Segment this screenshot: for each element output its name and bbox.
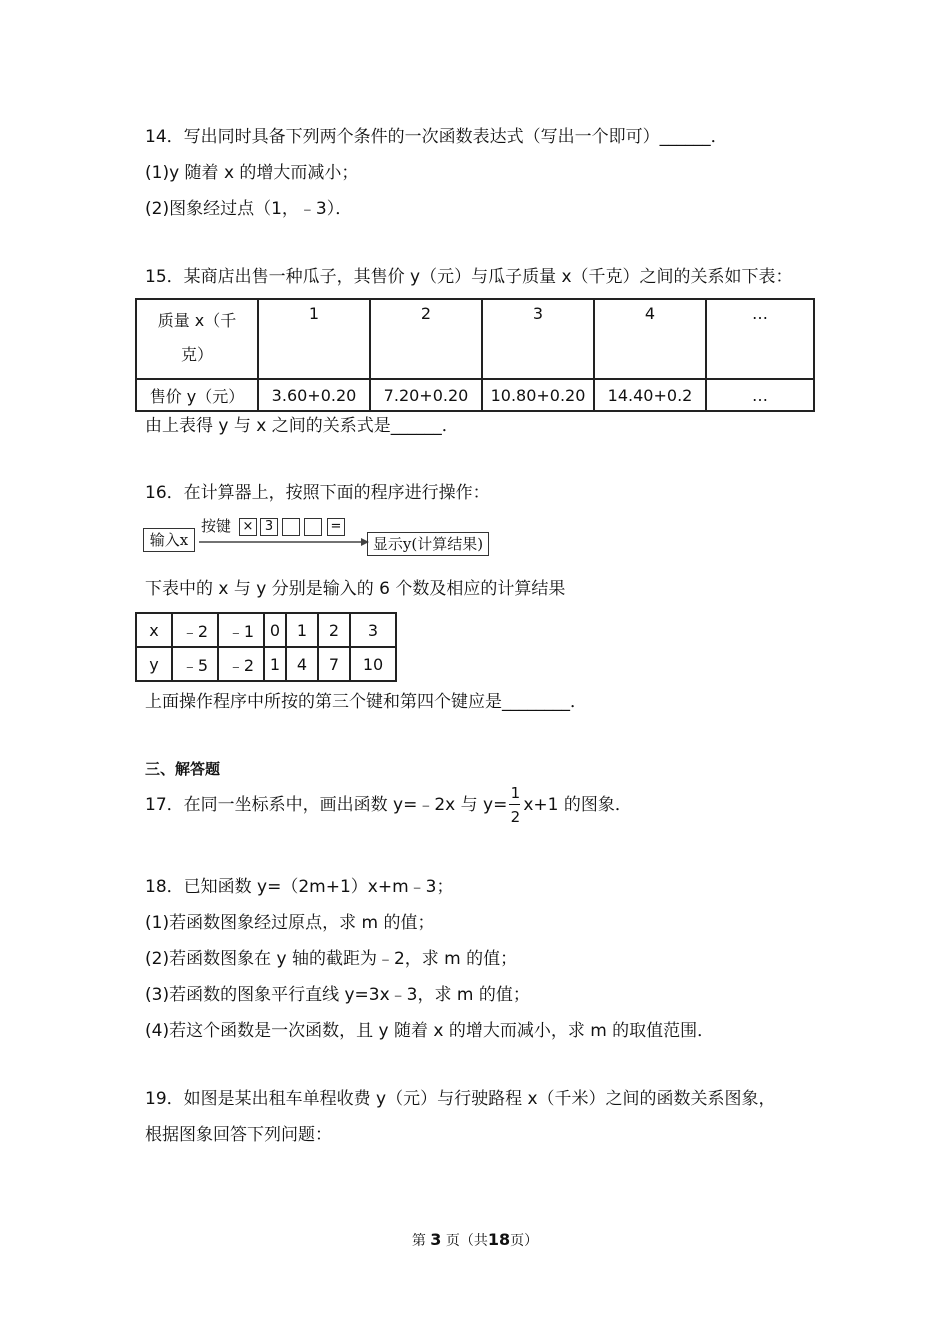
flow-arrow-icon (199, 536, 369, 548)
q17-text-a: 17．在同一坐标系中，画出函数 y=﹣2x 与 y= (145, 795, 508, 815)
q19-line-2: 根据图象回答下列问题： (145, 1125, 332, 1145)
q14-stem: 14．写出同时具备下列两个条件的一次函数表达式（写出一个即可）______． (145, 127, 728, 147)
q16-y-cell: 10 (350, 647, 396, 681)
q17-fraction-bar (509, 804, 520, 805)
flow-key-equals: = (327, 518, 345, 536)
q19-line-1: 19．如图是某出租车单程收费 y（元）与行驶路程 x（千米）之间的函数关系图象， (145, 1089, 776, 1109)
footer-mid: 页（共 (445, 1233, 488, 1249)
q16-x-header: x (136, 613, 172, 647)
q16-y-header: y (136, 647, 172, 681)
q15-y-cell: 14.40+0.2 (594, 379, 706, 411)
q16-x-cell: 1 (286, 613, 318, 647)
q14-condition-1: (1)y 随着 x 的增大而减小； (145, 163, 359, 183)
q17-fraction (507, 784, 523, 826)
q16-x-cell: ﹣1 (218, 613, 264, 647)
footer-total-pages: 18 (487, 1230, 511, 1249)
q17-line (145, 784, 632, 826)
q15-after: 由上表得 y 与 x 之间的关系式是______． (145, 416, 459, 436)
q16-desc: 下表中的 x 与 y 分别是输入的 6 个数及相应的计算结果 (145, 579, 566, 599)
q15-table (135, 298, 815, 412)
q16-y-cell: 1 (264, 647, 286, 681)
q15-y-cell: 10.80+0.20 (482, 379, 594, 411)
q15-x-cell: 3 (482, 299, 594, 379)
q15-x-cell: 4 (594, 299, 706, 379)
q14-condition-2: (2)图象经过点（1，﹣3）． (145, 199, 353, 219)
q15-mass-header-line2: 克） (180, 345, 213, 364)
q15-price-header: 售价 y（元） (136, 379, 258, 411)
q16-x-cell: 3 (350, 613, 396, 647)
q17-text-b: x+1 的图象． (523, 795, 632, 815)
q15-x-cell: 1 (258, 299, 370, 379)
q18-part-1: (1)若函数图象经过原点，求 m 的值； (145, 913, 435, 933)
flow-key-blank-2 (304, 518, 322, 536)
q18-part-3: (3)若函数的图象平行直线 y=3x﹣3，求 m 的值； (145, 985, 530, 1005)
q15-y-cell: 7.20+0.20 (370, 379, 482, 411)
q15-x-cell: 2 (370, 299, 482, 379)
q15-x-cell: … (706, 299, 814, 379)
section-title: 三、解答题 (145, 760, 221, 778)
q16-y-cell: ﹣5 (172, 647, 218, 681)
q15-mass-header-line1: 质量 x（千 (157, 311, 237, 330)
page-footer (0, 1230, 950, 1250)
q16-table (135, 612, 397, 682)
q18-stem: 18．已知函数 y=（2m+1）x+m﹣3； (145, 877, 454, 897)
q15-y-cell: … (706, 379, 814, 411)
q16-after: 上面操作程序中所按的第三个键和第四个键应是________． (145, 692, 587, 712)
q16-stem: 16．在计算器上，按照下面的程序进行操作： (145, 483, 490, 503)
q16-x-cell: ﹣2 (172, 613, 218, 647)
flow-input-box: 输入x (143, 528, 195, 552)
footer-pre: 第 (411, 1233, 426, 1249)
q16-x-cell: 2 (318, 613, 350, 647)
footer-post: 页） (510, 1233, 539, 1249)
q16-flowchart (143, 512, 503, 562)
flow-key-blank-1 (282, 518, 300, 536)
q17-denominator: 2 (510, 808, 521, 826)
flow-output-box: 显示y(计算结果) (367, 532, 489, 556)
q15-stem: 15．某商店出售一种瓜子，其售价 y（元）与瓜子质量 x（千克）之间的关系如下表： (145, 267, 793, 287)
q16-y-cell: 7 (318, 647, 350, 681)
q18-part-4: (4)若这个函数是一次函数，且 y 随着 x 的增大而减小，求 m 的取值范围． (145, 1021, 715, 1041)
flow-key-3: 3 (260, 518, 278, 536)
flow-key-multiply: × (239, 518, 257, 536)
q16-y-cell: ﹣2 (218, 647, 264, 681)
q17-numerator: 1 (510, 784, 521, 802)
q16-x-cell: 0 (264, 613, 286, 647)
q15-mass-header (136, 299, 258, 379)
q15-y-cell: 3.60+0.20 (258, 379, 370, 411)
q18-part-2: (2)若函数图象在 y 轴的截距为﹣2，求 m 的值； (145, 949, 518, 969)
q16-y-cell: 4 (286, 647, 318, 681)
footer-page-number: 3 (430, 1230, 442, 1249)
flow-keys-label: 按键 (201, 517, 232, 535)
